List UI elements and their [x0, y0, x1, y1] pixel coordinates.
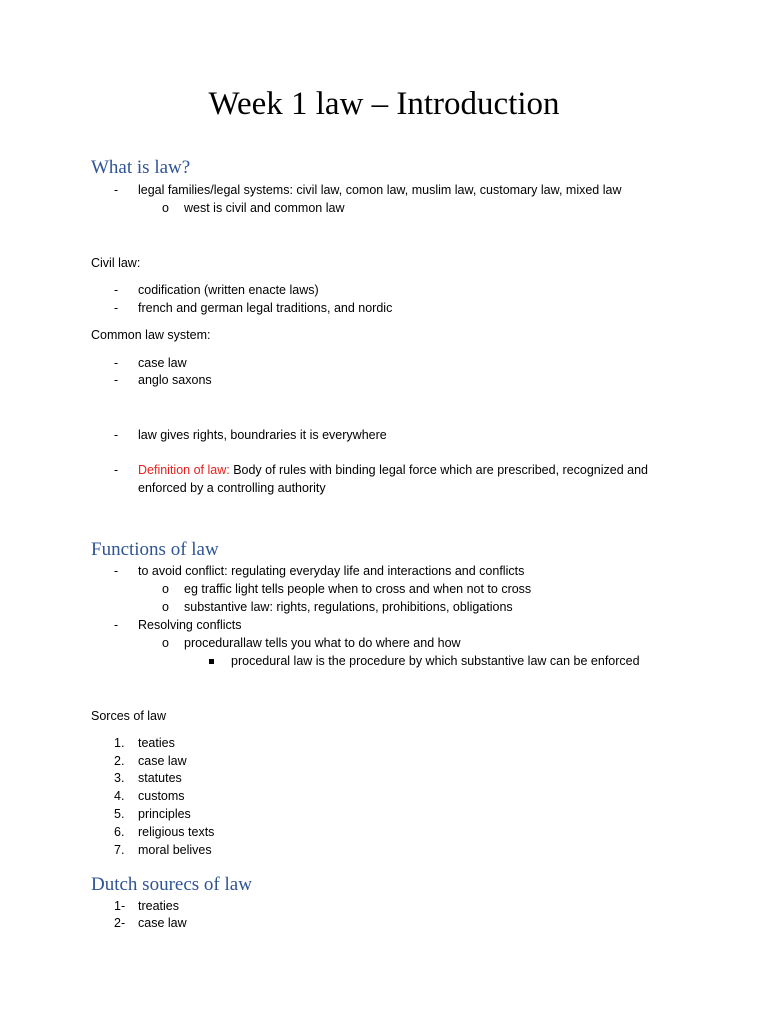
list-item-source: case law	[138, 754, 187, 768]
heading-functions-of-law: Functions of law	[91, 539, 219, 560]
list-number: 3.	[114, 771, 125, 785]
list-number: 2.	[114, 754, 125, 768]
list-item-source: principles	[138, 807, 191, 821]
list-item-avoid-conflict: to avoid conflict: regulating everyday life and interactions and conflicts	[138, 564, 525, 578]
list-item-legal-families: legal families/legal systems: civil law, comon law, muslim law, customary law, mixed law	[138, 183, 622, 197]
dash-bullet: -	[114, 463, 119, 477]
list-number: 1-	[114, 899, 126, 913]
page-title: Week 1 law – Introduction	[208, 86, 560, 122]
square-bullet-icon	[209, 659, 214, 664]
dash-bullet: -	[114, 301, 119, 315]
circle-bullet: o	[162, 201, 169, 215]
dash-bullet: -	[114, 618, 119, 632]
definition-text: Body of rules with binding legal force which are prescribed, recognized and	[229, 463, 649, 477]
heading-what-is-law: What is law?	[91, 157, 191, 178]
label-sources-of-law: Sorces of law	[91, 709, 167, 723]
dash-bullet: -	[114, 373, 119, 387]
list-number: 4.	[114, 789, 125, 803]
list-item-source: statutes	[138, 771, 182, 785]
list-item-case-law: case law	[138, 356, 187, 370]
list-item-dutch-source: treaties	[138, 899, 179, 913]
circle-bullet: o	[162, 600, 169, 614]
circle-bullet: o	[162, 636, 169, 650]
list-number: 2-	[114, 916, 126, 930]
list-number: 7.	[114, 843, 125, 857]
list-item-traditions: french and german legal traditions, and nordic	[138, 301, 393, 315]
dash-bullet: -	[114, 183, 119, 197]
label-civil-law: Civil law:	[91, 256, 141, 270]
definition-line-2: enforced by a controlling authority	[138, 481, 326, 495]
list-item-anglo-saxons: anglo saxons	[138, 373, 212, 387]
circle-bullet: o	[162, 582, 169, 596]
list-item-procedural-law: procedurallaw tells you what to do where and how	[184, 636, 461, 650]
dash-bullet: -	[114, 356, 119, 370]
list-item-traffic-light: eg traffic light tells people when to cross and when not to cross	[184, 582, 532, 596]
label-common-law: Common law system:	[91, 328, 211, 342]
list-number: 5.	[114, 807, 125, 821]
dash-bullet: -	[114, 428, 119, 442]
list-item-source: customs	[138, 789, 185, 803]
heading-dutch-sources: Dutch sourecs of law	[91, 874, 252, 895]
list-item-rights: law gives rights, boundraries it is everywhere	[138, 428, 387, 442]
list-item-west: west is civil and common law	[184, 201, 345, 215]
list-item-substantive-law: substantive law: rights, regulations, prohibitions, obligations	[184, 600, 513, 614]
dash-bullet: -	[114, 564, 119, 578]
list-number: 1.	[114, 736, 125, 750]
dash-bullet: -	[114, 283, 119, 297]
list-item-source: religious texts	[138, 825, 215, 839]
list-item-source: moral belives	[138, 843, 212, 857]
definition-line-1	[138, 461, 648, 479]
definition-label: Definition of law:	[138, 463, 230, 477]
list-item-procedure-enforced: procedural law is the procedure by which substantive law can be enforced	[231, 654, 640, 668]
list-item-dutch-source: case law	[138, 916, 187, 930]
list-item-source: teaties	[138, 736, 175, 750]
list-item-resolving-conflicts: Resolving conflicts	[138, 618, 242, 632]
list-item-codification: codification (written enacte laws)	[138, 283, 319, 297]
list-number: 6.	[114, 825, 125, 839]
